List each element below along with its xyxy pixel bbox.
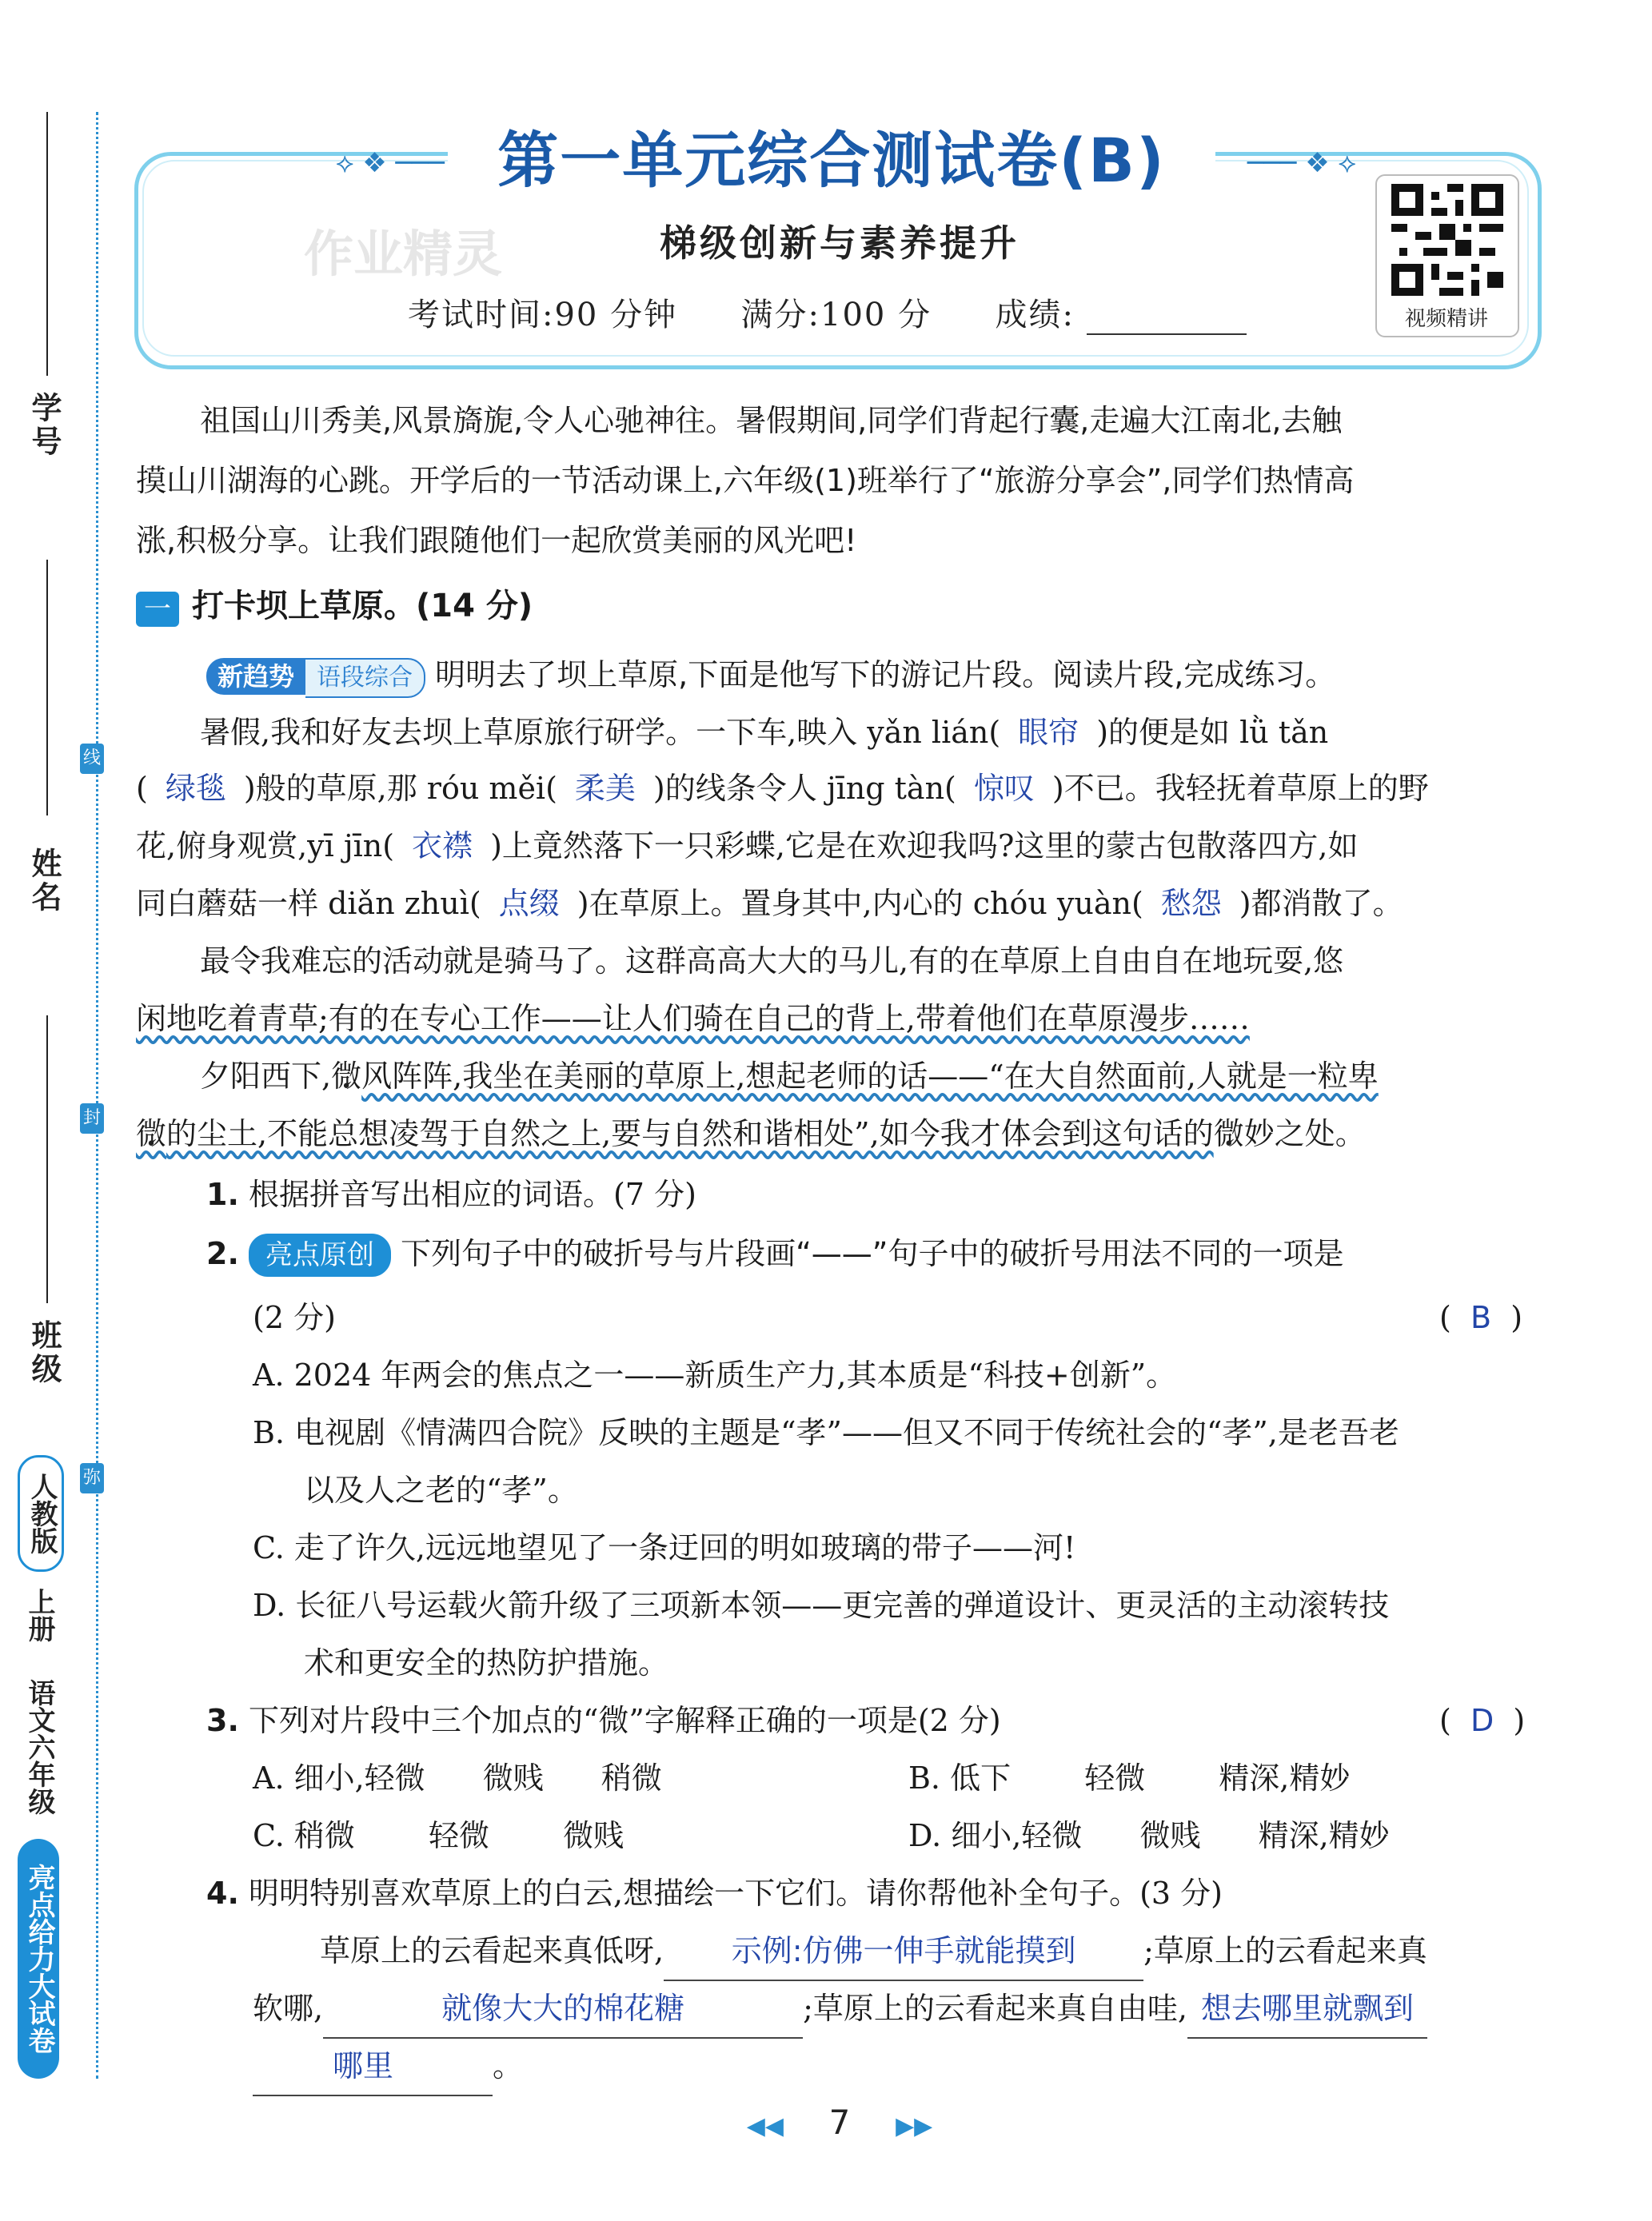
q3-option-d[interactable] [908,1807,1390,1864]
text-run: 的尘土,不能总想凌驾于自然之上,要与自然和谐相处”,如今我才体会到这句话的 [166,1116,1214,1151]
text-run: 风阵阵,我坐在美丽的草原上,想起老师的话——“在大自然面前,人就是一粒卑 [361,1059,1379,1094]
spine-edition: 人教版 [18,1455,64,1572]
score-label: 成绩: [995,297,1075,333]
dotted-char-3: 微 [1213,1116,1244,1151]
cut-mark-line: 线 [80,744,104,774]
q2-option-b-cont: 以及人之老的“孝”。 [304,1473,578,1508]
exam-info [408,289,1247,335]
instruction-row [206,646,1335,704]
passage-line-1 [200,704,1328,761]
text-run: D. 细小,轻微 [908,1818,1083,1853]
answer-lvtan[interactable]: 绿毯 [165,771,226,806]
question-3-answer-bracket: ( D ) [1439,1703,1526,1738]
q4-answer-2[interactable]: 就像大大的棉花糖 [323,1980,803,2039]
student-id-label: 学号 [26,392,62,459]
binding-dotted-line [96,112,98,2079]
text-run: 微贱 [1139,1818,1201,1853]
question-2-answer-bracket: ( B ) [1439,1300,1523,1335]
q3-option-b[interactable] [908,1749,1350,1807]
question-2 [206,1225,1343,1282]
trend-tag: 新趋势 [206,658,305,695]
cut-mark-close: 弥 [80,1463,104,1493]
q4-line-2 [253,1980,1427,2039]
cut-mark-seal: 封 [80,1103,104,1134]
text-run: 夕阳西下, [200,1059,332,1094]
text-run: ;草原上的云看起来真自由哇, [803,1991,1187,2026]
text-run: 精深,精妙 [1258,1818,1390,1853]
page-number: 7 [828,2103,851,2142]
passage-line-3 [136,817,1358,875]
instruction-text: 明明去了坝上草原,下面是他写下的游记片段。阅读片段,完成练习。 [435,657,1336,692]
dotted-char-2: 微 [136,1116,167,1151]
student-id-rule [46,112,48,376]
text-run: )不已。我轻抚着草原上的野 [1051,771,1429,806]
text-run: 稍微 [601,1760,662,1796]
answer-dianzhui[interactable]: 点缀 [498,886,560,921]
question-2-points: (2 分) [253,1300,336,1335]
question-number: 3. [206,1703,239,1738]
q2-option-d-cont: 术和更安全的热防护措施。 [304,1645,669,1681]
q4-answer-1[interactable]: 示例:仿佛一伸手就能摸到 [664,1922,1143,1981]
text-run: C. 稍微 [253,1818,355,1853]
name-label: 姓名 [26,847,62,915]
q2-option-a[interactable]: A. 2024 年两会的焦点之一——新质生产力,其本质是“科技+创新”。 [253,1358,1177,1393]
question-number: 1. [206,1177,239,1212]
passage-line-8 [136,1105,1366,1162]
passage-line-6 [136,990,1250,1047]
text-run: )的线条令人 jīng tàn( [652,771,956,806]
question-text: 下列句子中的破折号与片段画“——”句子中的破折号用法不同的一项是 [401,1236,1344,1271]
text-run: )都消散了。 [1239,886,1403,921]
next-arrows-icon: ▶▶ [896,2112,933,2140]
q3-option-a[interactable] [253,1749,662,1807]
answer-jingtan[interactable]: 惊叹 [973,771,1035,806]
question-number: 2. [206,1236,239,1271]
dotted-char-1: 微 [331,1059,362,1094]
spine-brand: 亮点给力大试卷 [18,1839,59,2079]
answer-yanlian[interactable]: 眼帘 [1018,715,1079,750]
passage-line-2 [136,760,1429,817]
question-text: 根据拼音写出相应的词语。(7 分) [248,1177,696,1212]
text-run: 轻微 [1084,1760,1146,1796]
watermark: 作业精灵 [304,225,503,283]
intro-line-2: 摸山川湖海的心跳。开学后的一节活动课上,六年级(1)班举行了“旅游分享会”,同学们热情高 [136,463,1355,498]
type-tag: 语段综合 [305,658,425,698]
intro-line-1: 祖国山川秀美,风景旖旎,令人心驰神往。暑假期间,同学们背起行囊,走遍大江南北,去触 [200,403,1343,438]
answer-roumei[interactable]: 柔美 [574,771,636,806]
question-3-answer[interactable]: D [1470,1703,1494,1738]
text-run: ;草原上的云看起来真 [1143,1933,1427,1968]
dash-sentence-underlined: 闲地吃着青草;有的在专心工作——让人们骑在自己的背上,带着他们在草原漫步…… [136,1001,1250,1036]
q2-option-c[interactable]: C. 走了许久,远远地望见了一条迂回的明如玻璃的带子——河! [253,1530,1076,1565]
text-run: 花,俯身观赏,yī jīn( [136,828,395,863]
prev-arrows-icon: ◀◀ [746,2112,784,2140]
text-run: )上竟然落下一只彩蝶,它是在欢迎我吗?这里的蒙古包散落四方,如 [490,828,1359,863]
text-run: ( [136,771,148,806]
text-run: 软哪, [253,1991,324,2026]
passage-line-5: 最令我难忘的活动就是骑马了。这群高高大大的马儿,有的在草原上自由自在地玩耍,悠 [200,943,1344,979]
answer-yijin[interactable]: 衣襟 [412,828,473,863]
text-run: )的便是如 lǜ tǎn [1096,715,1329,750]
qr-caption: 视频精讲 [1404,307,1488,331]
text-run: )在草原上。置身其中,内心的 chóu yuàn( [577,886,1143,921]
qr-code-icon [1391,184,1503,296]
q4-answer-3[interactable]: 想去哪里就飘到 [1187,1980,1427,2039]
text-run: 妙之处。 [1243,1116,1366,1151]
q4-line-1 [320,1922,1427,1981]
text-run: 草原上的云看起来真低呀, [320,1933,664,1968]
spine-volume: 上册 [18,1575,59,1655]
class-rule [46,1015,48,1303]
score-blank[interactable] [1087,301,1247,335]
spine-subject: 语文六年级 [18,1663,59,1831]
section-title: 打卡坝上草原。(14 分) [192,588,533,624]
question-4 [206,1864,1223,1922]
q4-answer-3-cont[interactable]: 哪里 [253,2037,493,2096]
name-rule [46,560,48,815]
full-score: 满分:100 分 [740,297,932,333]
q2-option-d[interactable]: D. 长征八号运载火箭升级了三项新本领——更完善的弹道设计、更灵活的主动滚转技 [253,1588,1390,1623]
text-run: 轻微 [428,1818,489,1853]
q2-option-b[interactable]: B. 电视剧《情满四合院》反映的主题是“孝”——但又不同于传统社会的“孝”,是老吾老 [253,1415,1399,1450]
ornament-left-icon: ⟡ ❖ ─── [336,147,445,179]
question-number: 4. [206,1876,239,1911]
page-number-bar [736,2103,944,2142]
text-run: )般的草原,那 róu měi( [243,771,557,806]
class-label: 班级 [26,1319,62,1386]
text-run: 暑假,我和好友去坝上草原旅行研学。一下车,映入 yǎn lián( [200,715,1001,750]
text-run: 微贱 [482,1760,544,1796]
exam-time: 考试时间:90 分钟 [408,297,678,333]
page-title: 第一单元综合测试卷(B) [448,112,1215,199]
text-run: 。 [493,2048,524,2083]
section-number-badge: 一 [136,592,179,627]
text-run: A. 细小,轻微 [253,1760,425,1796]
original-tag: 亮点原创 [249,1234,391,1277]
text-run: 精深,精妙 [1219,1760,1351,1796]
answer-chouyuan[interactable]: 愁怨 [1160,886,1222,921]
question-3 [206,1692,1001,1749]
q4-line-3 [253,2037,523,2096]
q3-option-c[interactable] [253,1807,624,1864]
page-subtitle: 梯级创新与素养提升 [660,221,1020,265]
passage-line-4 [136,875,1403,932]
ornament-right-icon: ─── ❖ ⟡ [1247,147,1356,179]
text-run: 同白蘑菇一样 diǎn zhuì( [136,886,481,921]
question-1 [206,1166,696,1223]
question-2-answer[interactable]: B [1470,1300,1492,1335]
passage-line-7 [200,1047,1379,1105]
question-text: 下列对片段中三个加点的“微”字解释正确的一项是(2 分) [248,1703,1001,1738]
text-run: B. 低下 [908,1760,1012,1796]
question-text: 明明特别喜欢草原上的白云,想描绘一下它们。请你帮他补全句子。(3 分) [248,1876,1223,1911]
intro-line-3: 涨,积极分享。让我们跟随他们一起欣赏美丽的风光吧! [136,523,857,558]
text-run: 微贱 [563,1818,624,1853]
